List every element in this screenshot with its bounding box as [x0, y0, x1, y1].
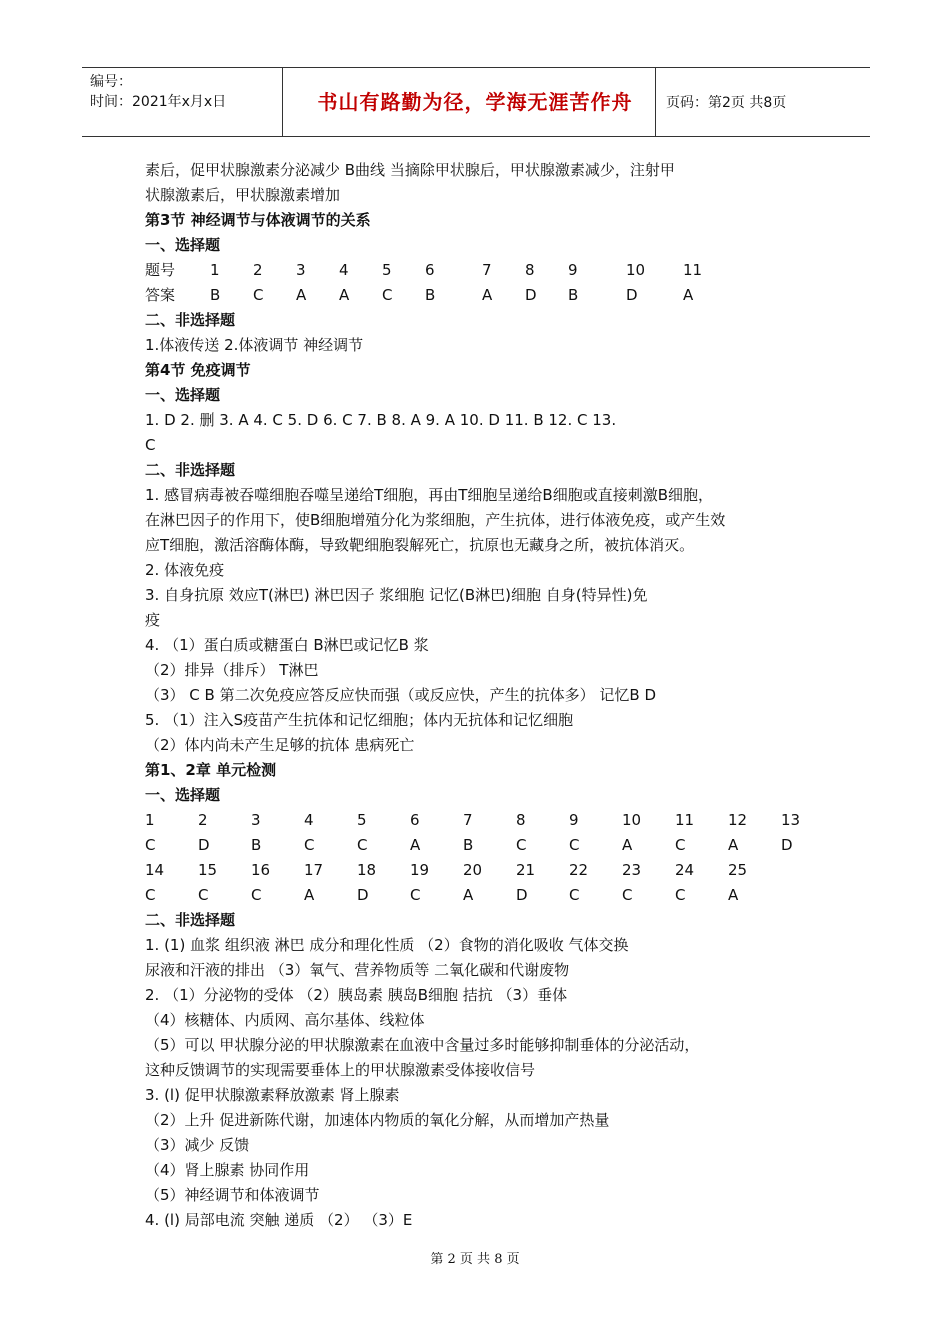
table-cell: 4 — [339, 261, 349, 279]
table-cell: 22 — [569, 861, 589, 879]
table-cell: C — [251, 886, 262, 904]
table-cell: C — [410, 886, 421, 904]
text-line: 3. 自身抗原 效应T(淋巴) 淋巴因子 浆细胞 记忆(B淋巴)细胞 自身(特异性)免 — [145, 586, 648, 604]
table-cell: 5 — [357, 811, 367, 829]
table-cell: A — [304, 886, 315, 904]
table-cell: 8 — [516, 811, 526, 829]
table-cell: 24 — [675, 861, 695, 879]
text-line: （5）可以 甲状腺分泌的甲状腺激素在血液中含量过多时能够抑制垂体的分泌活动， — [145, 1036, 700, 1054]
table-cell: 13 — [781, 811, 801, 829]
table-cell: C — [253, 286, 264, 304]
text-line: 在淋巴因子的作用下，使B细胞增殖分化为浆细胞，产生抗体，进行体液免疫，或产生效 — [145, 511, 726, 529]
table-cell: 3 — [251, 811, 261, 829]
table-cell: 4 — [304, 811, 314, 829]
table-cell: 15 — [198, 861, 218, 879]
text-line: （2）排异（排斥） T淋巴 — [145, 661, 319, 679]
table-cell: B — [425, 286, 436, 304]
table-label: 题号 — [145, 261, 176, 279]
table-cell: 5 — [382, 261, 392, 279]
table-cell: 21 — [516, 861, 536, 879]
table-cell: 8 — [525, 261, 535, 279]
table-cell: 11 — [683, 261, 703, 279]
text-line: 1. (1) 血浆 组织液 淋巴 成分和理化性质 （2）食物的消化吸收 气体交换 — [145, 936, 629, 954]
table-cell: 1 — [145, 811, 155, 829]
text-line: （3） C B 第二次免疫应答反应快而强（或反应快，产生的抗体多） 记忆B D — [145, 686, 656, 704]
table-cell: 10 — [626, 261, 646, 279]
text-line: 3. (l) 促甲状腺激素释放激素 肾上腺素 — [145, 1086, 400, 1104]
table-cell: 10 — [622, 811, 642, 829]
subsection-title: 一、选择题 — [145, 236, 221, 254]
section-title: 第1、2章 单元检测 — [145, 761, 277, 779]
text-line: （2）体内尚未产生足够的抗体 患病死亡 — [145, 736, 415, 754]
table-cell: A — [728, 886, 739, 904]
page-header — [82, 67, 870, 137]
table-cell: 7 — [482, 261, 492, 279]
subsection-title: 二、非选择题 — [145, 311, 236, 329]
text-line: 状腺激素后，甲状腺激素增加 — [145, 186, 341, 204]
table-cell: A — [463, 886, 474, 904]
text-line: 应T细胞，激活溶酶体酶，导致靶细胞裂解死亡，抗原也无藏身之所，被抗体消灭。 — [145, 536, 695, 554]
id-label: 编号： — [90, 74, 132, 90]
table-cell: 17 — [304, 861, 324, 879]
text-line: （4）肾上腺素 协同作用 — [145, 1161, 310, 1179]
table-cell: 6 — [410, 811, 420, 829]
table-cell: C — [382, 286, 393, 304]
table-cell: 3 — [296, 261, 306, 279]
text-line: （3）减少 反馈 — [145, 1136, 250, 1154]
table-cell: A — [728, 836, 739, 854]
page-footer: 第 2 页 共 8 页 — [430, 1252, 520, 1267]
table-cell: 7 — [463, 811, 473, 829]
table-cell: 2 — [198, 811, 208, 829]
text-line: 4. (l) 局部电流 突触 递质 （2） （3）E — [145, 1211, 413, 1229]
table-cell: 16 — [251, 861, 271, 879]
section-title: 第4节 免疫调节 — [145, 361, 251, 379]
text-line: 尿液和汗液的排出 （3）氧气、营养物质等 二氧化碳和代谢废物 — [145, 961, 570, 979]
table-cell: D — [626, 286, 638, 304]
table-cell: 9 — [569, 811, 579, 829]
unit-answer-row — [145, 835, 845, 855]
header-meta — [90, 72, 226, 112]
table-cell: 1 — [210, 261, 220, 279]
table-cell: 18 — [357, 861, 377, 879]
text-line: 1. D 2. 删 3. A 4. C 5. D 6. C 7. B 8. A 9. A 10. D 11. B 12. C 13. — [145, 411, 617, 429]
subsection-title: 一、选择题 — [145, 386, 221, 404]
unit-answer-row — [145, 885, 845, 905]
table-cell: D — [516, 886, 528, 904]
subsection-title: 二、非选择题 — [145, 911, 236, 929]
table-cell: C — [675, 886, 686, 904]
section-title: 第3节 神经调节与体液调节的关系 — [145, 211, 371, 229]
text-line: 4. （1）蛋白质或糖蛋白 B淋巴或记忆B 浆 — [145, 636, 429, 654]
table-cell: B — [568, 286, 579, 304]
text-line: 2. 体液免疫 — [145, 561, 225, 579]
text-line: C — [145, 436, 156, 454]
table-cell: 12 — [728, 811, 748, 829]
table-cell: C — [569, 836, 580, 854]
table-cell: 25 — [728, 861, 748, 879]
header-divider — [655, 68, 656, 136]
table-cell: C — [622, 886, 633, 904]
table-cell: B — [210, 286, 221, 304]
text-line: 1. 感冒病毒被吞噬细胞吞噬呈递给T细胞，再由T细胞呈递给B细胞或直接刺激B细胞， — [145, 486, 713, 504]
table-cell: D — [525, 286, 537, 304]
table-label: 答案 — [145, 286, 176, 304]
table-cell: B — [463, 836, 474, 854]
unit-answer-row — [145, 810, 845, 830]
table-cell: C — [145, 886, 156, 904]
unit-answer-row — [145, 860, 845, 880]
table-cell: C — [198, 886, 209, 904]
table-cell: 11 — [675, 811, 695, 829]
table-cell: D — [781, 836, 793, 854]
table-cell: D — [357, 886, 369, 904]
table-cell: A — [296, 286, 307, 304]
text-line: 疫 — [145, 611, 161, 629]
page-number: 页码：第2页 共8页 — [666, 95, 787, 111]
table-cell: C — [675, 836, 686, 854]
text-line: 素后，促甲状腺激素分泌减少 B曲线 当摘除甲状腺后，甲状腺激素减少，注射甲 — [145, 161, 675, 179]
header-motto: 书山有路勤为径，学海无涯苦作舟 — [317, 90, 633, 114]
table-cell: A — [683, 286, 694, 304]
text-line: （2）上升 促进新陈代谢，加速体内物质的氧化分解，从而增加产热量 — [145, 1111, 610, 1129]
table-cell: C — [569, 886, 580, 904]
table-cell: A — [339, 286, 350, 304]
table-cell: B — [251, 836, 262, 854]
date-label: 时间：2021年x月x日 — [90, 94, 227, 110]
table-cell: C — [357, 836, 368, 854]
table-cell: 6 — [425, 261, 435, 279]
answer-table-numbers — [145, 260, 745, 280]
text-line: 5. （1）注入S疫苗产生抗体和记忆细胞；体内无抗体和记忆细胞 — [145, 711, 574, 729]
table-cell: 2 — [253, 261, 263, 279]
text-line: 这种反馈调节的实现需要垂体上的甲状腺激素受体接收信号 — [145, 1061, 536, 1079]
table-cell: 9 — [568, 261, 578, 279]
table-cell: C — [145, 836, 156, 854]
text-line: （5）神经调节和体液调节 — [145, 1186, 320, 1204]
table-cell: 23 — [622, 861, 642, 879]
answer-table-answers — [145, 285, 745, 305]
text-line: 1.体液传送 2.体液调节 神经调节 — [145, 336, 364, 354]
table-cell: 19 — [410, 861, 430, 879]
table-cell: A — [482, 286, 493, 304]
table-cell: 20 — [463, 861, 483, 879]
subsection-title: 一、选择题 — [145, 786, 221, 804]
subsection-title: 二、非选择题 — [145, 461, 236, 479]
header-divider — [282, 68, 283, 136]
table-cell: 14 — [145, 861, 165, 879]
text-line: （4）核糖体、内质网、高尔基体、线粒体 — [145, 1011, 425, 1029]
table-cell: A — [410, 836, 421, 854]
table-cell: D — [198, 836, 210, 854]
text-line: 2. （1）分泌物的受体 （2）胰岛素 胰岛B细胞 拮抗 （3）垂体 — [145, 986, 568, 1004]
table-cell: C — [516, 836, 527, 854]
table-cell: C — [304, 836, 315, 854]
table-cell: A — [622, 836, 633, 854]
